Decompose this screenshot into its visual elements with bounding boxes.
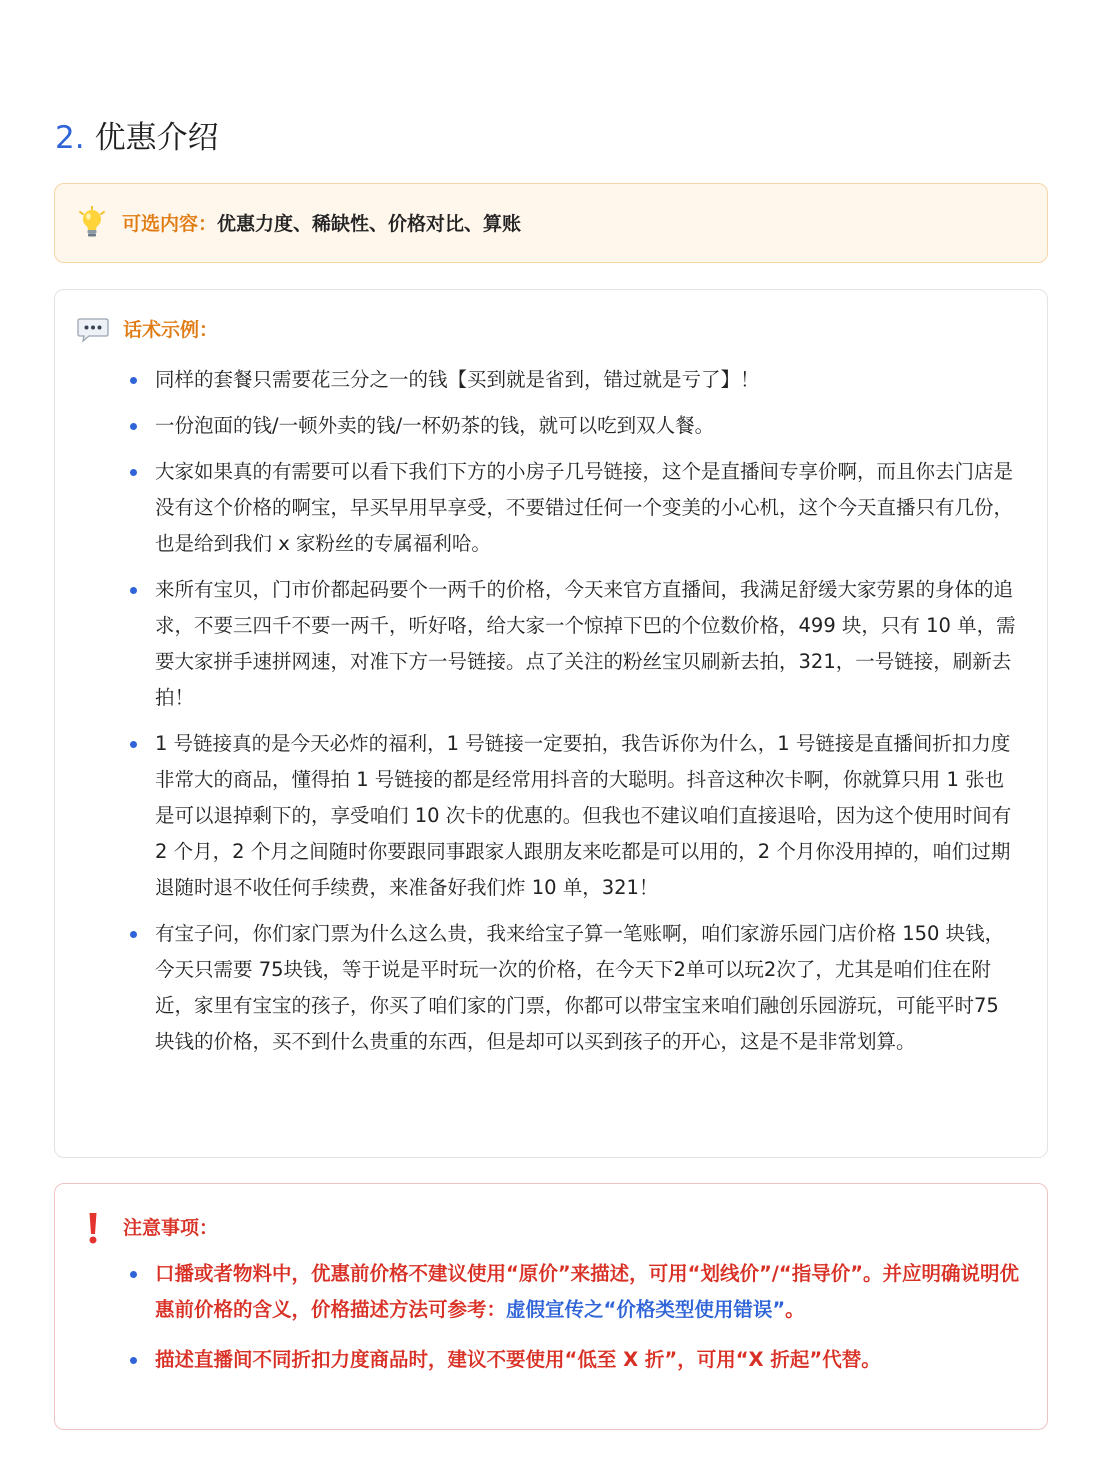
optional-content-callout	[54, 183, 1048, 263]
tip-content: 优惠力度、稀缺性、价格对比、算账	[217, 213, 522, 235]
notes-list	[55, 1256, 1047, 1392]
examples-list	[55, 362, 1047, 1070]
note-text: 口播或者物料中，优惠前价格不建议使用“原价”来描述，可用“划线价”/“指导价”。并应明确说明优惠前价格的含义，价格描述方法可参考：	[155, 1262, 1020, 1321]
reference-link[interactable]: 虚假宣传之“价格类型使用错误”	[506, 1298, 786, 1321]
tip-text	[122, 211, 521, 237]
speech-bubble-icon	[77, 317, 109, 343]
list-item	[55, 1256, 1047, 1328]
section-heading	[55, 118, 219, 158]
examples-title: 话术示例：	[123, 319, 219, 341]
notes-header	[77, 1211, 218, 1245]
tip-label: 可选内容：	[122, 213, 218, 235]
note-text-end: 。	[785, 1298, 805, 1321]
lightbulb-icon	[77, 206, 107, 240]
notes-title: 注意事项：	[123, 1217, 219, 1239]
list-item: 大家如果真的有需要可以看下我们下方的小房子几号链接，这个是直播间专享价啊，而且你去门店是没有这个价格的啊宝，早买早用早享受，不要错过任何一个变美的小心机，这个今天直播只有几份，也是给到我们 x 家粉丝的专属福利哈。	[55, 454, 1047, 562]
exclamation-icon	[77, 1211, 109, 1245]
list-item: 有宝子问，你们家门票为什么这么贵，我来给宝子算一笔账啊，咱们家游乐园门店价格 150 块钱，今天只需要 75块钱，等于说是平时玩一次的价格，在今天下2单可以玩2次了，尤其是咱们住在附近，家里有宝宝的孩子，你买了咱们家的门票，你都可以带宝宝来咱们融创乐园游玩，可能平时75 块钱的价格，买不到什么贵重的东西，但是却可以买到孩子的开心，这是不是非常划算。	[55, 916, 1047, 1060]
script-examples-box	[54, 289, 1048, 1158]
examples-header	[77, 317, 218, 343]
section-title: 优惠介绍	[94, 120, 219, 156]
list-item: 同样的套餐只需要花三分之一的钱【买到就是省到，错过就是亏了】！	[55, 362, 1047, 398]
list-item: 来所有宝贝，门市价都起码要个一两千的价格，今天来官方直播间，我满足舒缓大家劳累的身体的追求，不要三四千不要一两千，听好咯，给大家一个惊掉下巴的个位数价格，499 块，只有 10 单，需要大家拼手速拼网速，对准下方一号链接。点了关注的粉丝宝贝刷新去拍，321，一号链接，刷新去拍！	[55, 572, 1047, 716]
list-item: 1 号链接真的是今天必炸的福利，1 号链接一定要拍，我告诉你为什么，1 号链接是直播间折扣力度非常大的商品，懂得拍 1 号链接的都是经常用抖音的大聪明。抖音这种次卡啊，你就算只用 1 张也是可以退掉剩下的，享受咱们 10 次卡的优惠的。但我也不建议咱们直接退哈，因为这个使用时间有 2 个月，2 个月之间随时你要跟同事跟家人跟朋友来吃都是可以用的，2 个月你没用掉的，咱们过期退随时退不收任何手续费，来准备好我们炸 10 单，321！	[55, 726, 1047, 906]
section-number: 2.	[55, 120, 85, 156]
notes-box	[54, 1183, 1048, 1430]
list-item: 描述直播间不同折扣力度商品时，建议不要使用“低至 X 折”，可用“X 折起”代替。	[55, 1342, 1047, 1378]
list-item: 一份泡面的钱/一顿外卖的钱/一杯奶茶的钱，就可以吃到双人餐。	[55, 408, 1047, 444]
